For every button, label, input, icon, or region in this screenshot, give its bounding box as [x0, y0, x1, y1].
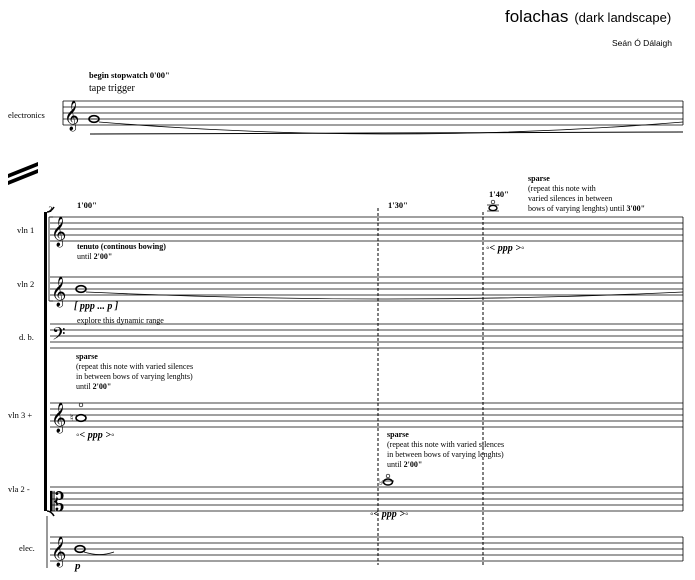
- vln1-until-prefix: until: [77, 252, 92, 261]
- vln2-instruction: explore this dynamic range: [77, 316, 164, 325]
- sparse-top-line3-time: 3'00": [626, 204, 646, 213]
- main-system-staves: [50, 217, 683, 561]
- db-until-prefix: until: [76, 382, 91, 391]
- sparse-top-line3-prefix: bows of varying lenghts) until: [528, 204, 625, 213]
- composer-name: Seán Ó Dálaigh: [612, 38, 673, 48]
- vla2-harmonic-note: [379, 474, 394, 488]
- flat-sign-icon: ♭: [379, 478, 384, 488]
- db-bass-clef-icon: 𝄢: [52, 324, 66, 348]
- sparse-top-heading: sparse: [528, 174, 550, 183]
- vla2-line1: (repeat this note with varied silences: [387, 440, 505, 449]
- db-until-time: 2'00": [92, 382, 112, 391]
- cue-heading: begin stopwatch 0'00": [89, 70, 170, 80]
- vla2-until-prefix: until: [387, 460, 402, 469]
- vln1-harmonic-note: [487, 200, 499, 211]
- vln2-tie-curve: [86, 292, 683, 299]
- time-mark-3: 1'40": [489, 189, 509, 199]
- elec-dynamic: p: [75, 560, 81, 572]
- title-subtitle: (dark landscape): [574, 10, 672, 25]
- vla2-dynamic-hairpin: ◦< ppp >◦: [370, 509, 409, 520]
- vln3-treble-clef-icon: 𝄞: [51, 403, 67, 433]
- vln1-instruction-heading: tenuto (continous bowing): [77, 242, 166, 251]
- instrument-label-vla2: vla 2 -: [8, 484, 30, 494]
- vln3-harmonic-note: [70, 403, 86, 424]
- vla2-until-time: 2'00": [403, 460, 423, 469]
- instrument-label-double-bass: d. b.: [19, 332, 34, 342]
- sparse-top-line1: (repeat this note with: [528, 184, 596, 193]
- vln3-dynamic-hairpin: ◦< ppp >◦: [76, 430, 115, 441]
- vla2-heading: sparse: [387, 430, 409, 439]
- vla2-alto-clef-icon: 𝄡: [50, 488, 65, 518]
- instrument-label-elec: elec.: [19, 543, 35, 553]
- electronics-whole-note: [89, 116, 99, 123]
- electronics-treble-clef-icon: 𝄞: [64, 101, 80, 131]
- vla2-line2: in between bows of varying lenghts): [387, 450, 504, 459]
- vln2-treble-clef-icon: 𝄞: [51, 277, 67, 307]
- system-separator-icon: [8, 162, 38, 185]
- vln1-dynamic-hairpin: ◦< ppp >◦: [486, 243, 525, 254]
- instrument-label-vln2: vln 2: [17, 279, 35, 289]
- measure-number: 2: [48, 205, 52, 214]
- instrument-label-electronics: electronics: [8, 110, 45, 120]
- vln1-treble-clef-icon: 𝄞: [51, 217, 67, 247]
- vln2-dynamic-range: [ ppp ... p ]: [74, 301, 119, 312]
- elec-whole-note: [75, 546, 114, 555]
- cue-text: tape trigger: [89, 83, 135, 94]
- db-line1: (repeat this note with varied silences: [76, 362, 194, 371]
- sparse-top-line2: varied silences in between: [528, 194, 613, 203]
- natural-sign-icon: ♮: [70, 413, 74, 424]
- db-line2: in between bows of varying lenghts): [76, 372, 193, 381]
- time-mark-2: 1'30": [388, 200, 408, 210]
- instrument-label-vln1: vln 1: [17, 225, 35, 235]
- title-main: folachas: [505, 7, 569, 26]
- elec-treble-clef-icon: 𝄞: [51, 537, 67, 567]
- instrument-label-vln3: vln 3 +: [8, 410, 33, 420]
- electronics-staff: [63, 101, 683, 125]
- db-heading: sparse: [76, 352, 98, 361]
- time-mark-1: 1'00": [77, 200, 97, 210]
- vln1-until-time: 2'00": [93, 252, 113, 261]
